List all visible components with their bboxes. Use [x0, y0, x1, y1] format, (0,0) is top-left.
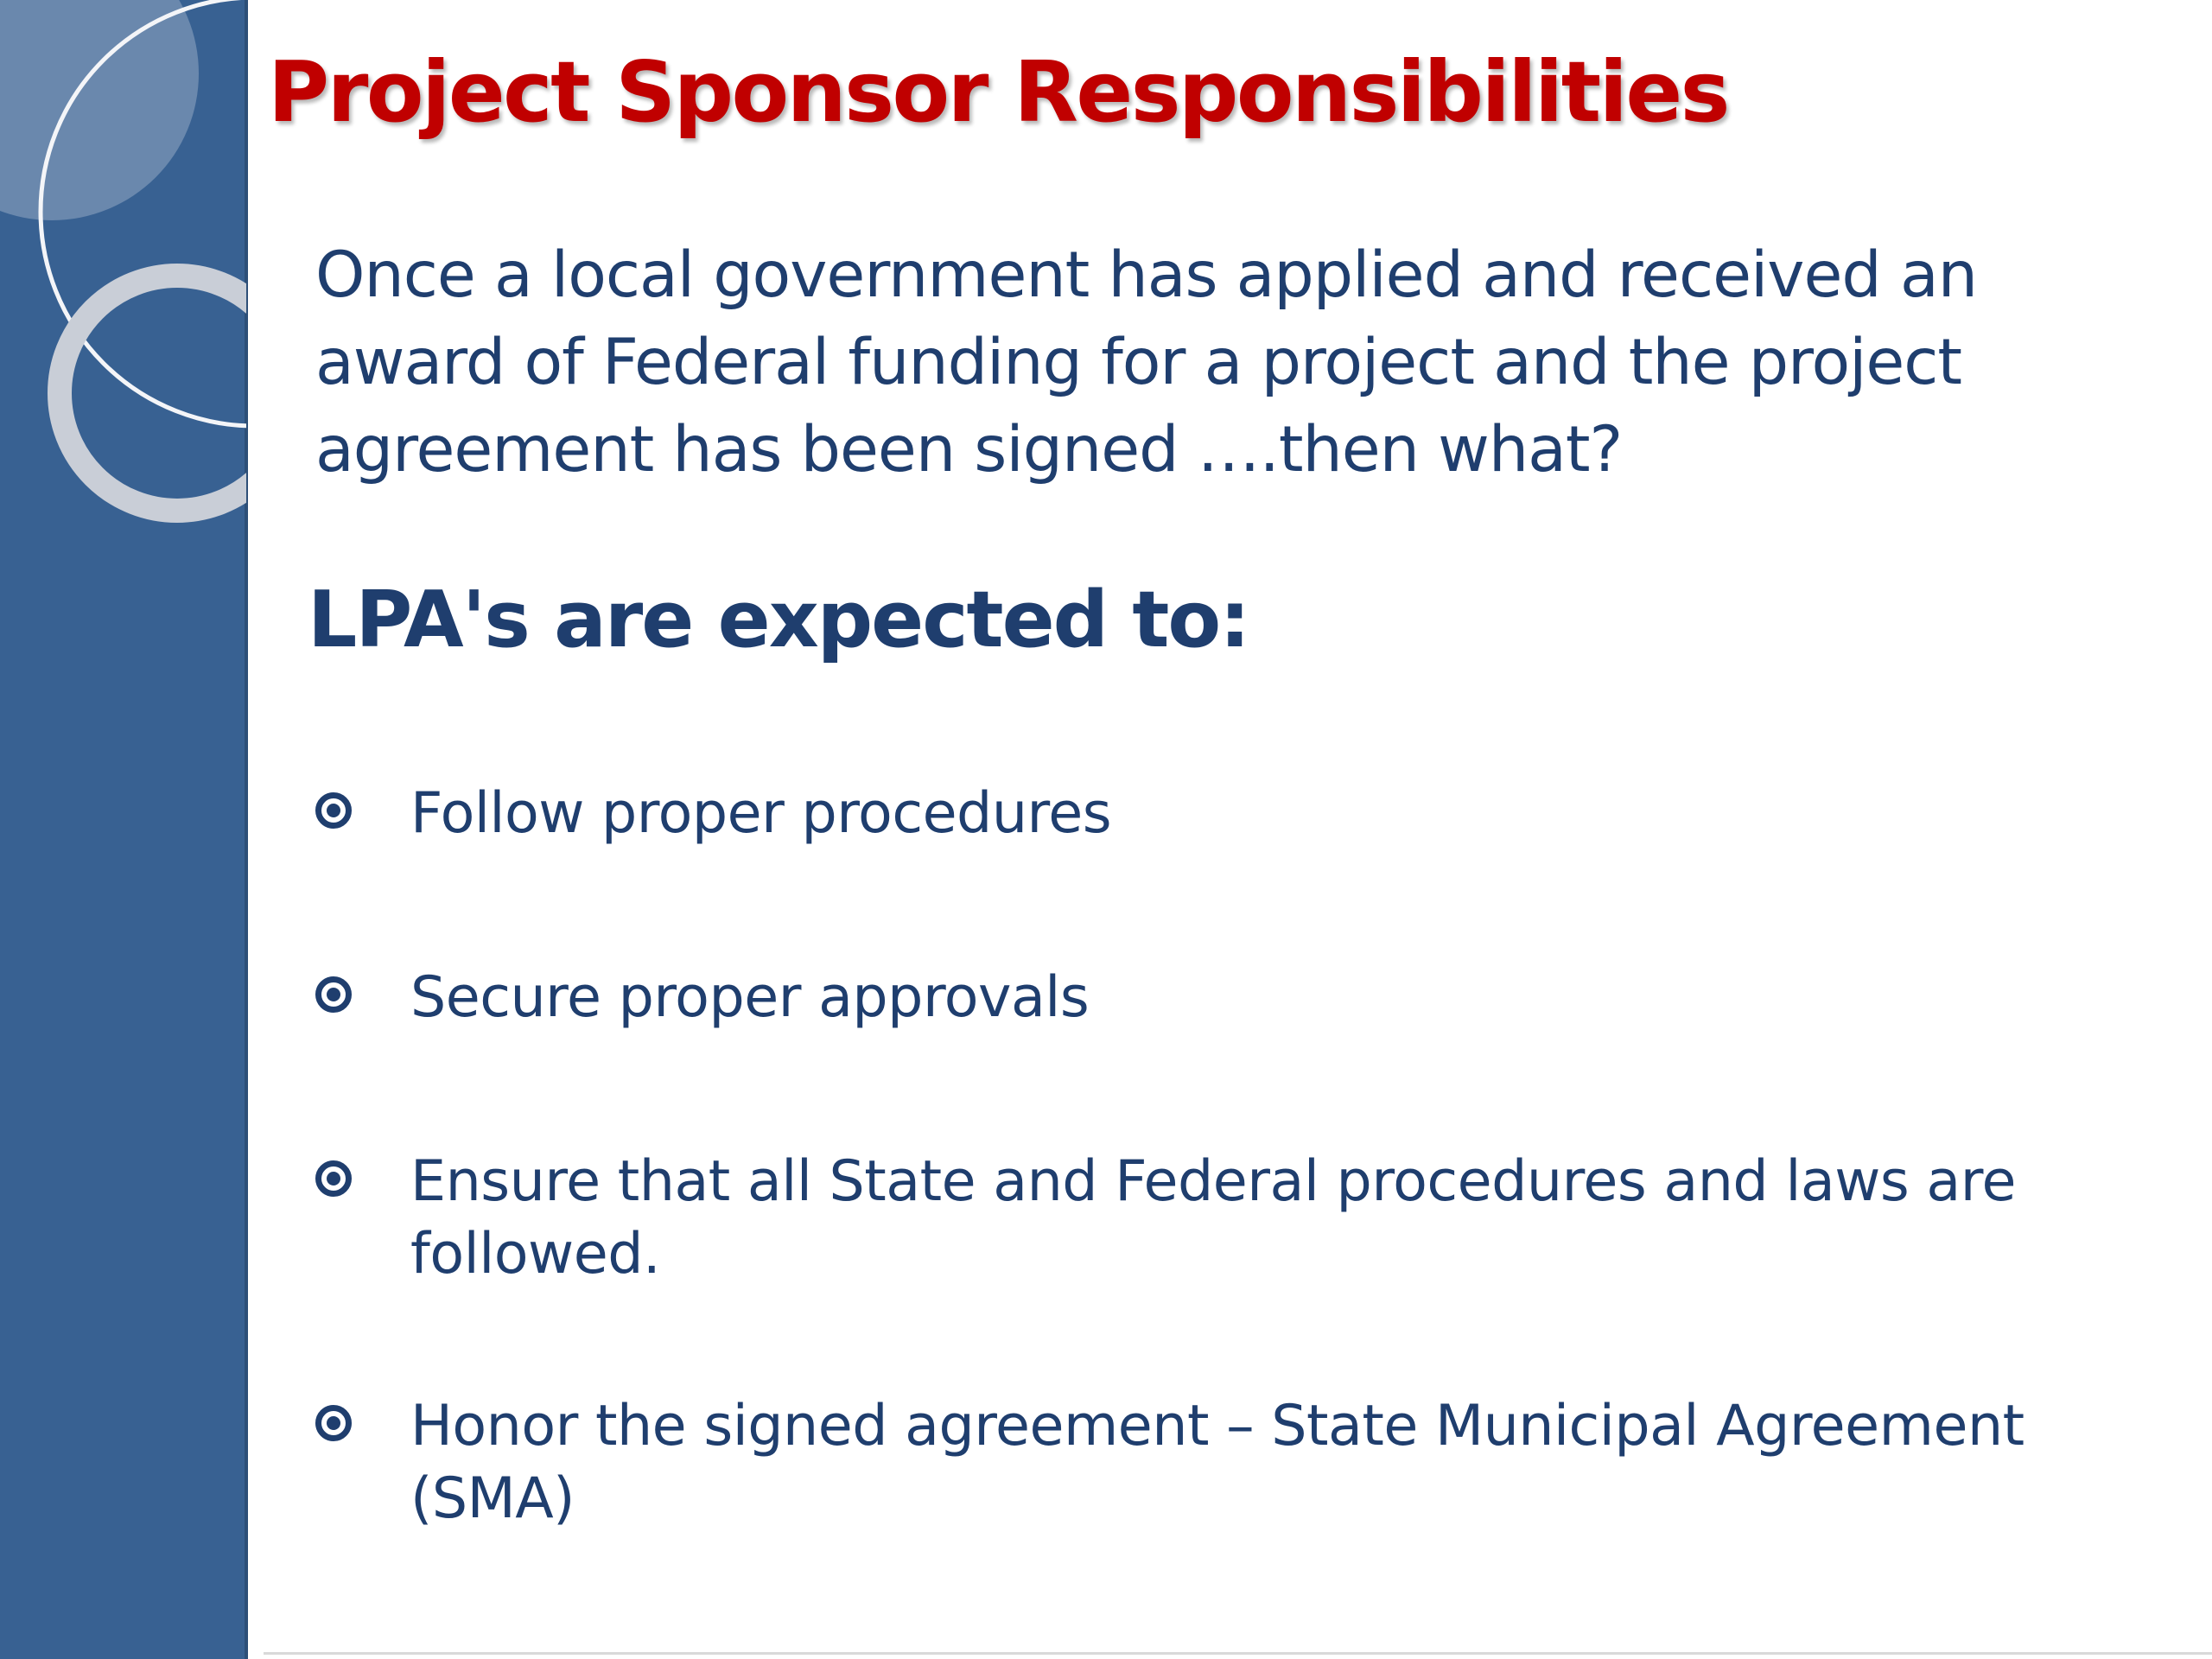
- section-heading: LPA's are expected to:: [308, 575, 1249, 665]
- bullet-text: Honor the signed agreement – State Municipal Agreement (SMA): [410, 1394, 2024, 1531]
- bullet-text: Secure proper approvals: [410, 965, 1090, 1030]
- bullet-item: [311, 778, 2108, 850]
- intro-paragraph: Once a local government has applied and received an award of Federal funding for a project and the project agreement has been signed ….then what?: [315, 238, 1977, 486]
- bullet-list: [311, 778, 2108, 1635]
- decorative-rings: [0, 0, 251, 553]
- decorative-disc: [0, 0, 199, 220]
- bullet-item: [311, 962, 2108, 1034]
- bullet-text: Follow proper procedures: [410, 781, 1112, 846]
- bottom-divider: [264, 1652, 2212, 1655]
- radio-bullet-icon: [315, 976, 352, 1013]
- decorative-ring-small: [60, 276, 251, 511]
- radio-bullet-icon: [315, 1160, 352, 1197]
- radio-bullet-icon: [315, 1405, 352, 1441]
- radio-bullet-icon: [315, 792, 352, 829]
- slide-title: Project Sponsor Responsibilities: [268, 43, 1728, 141]
- bullet-text: Ensure that all State and Federal procedures and laws are followed.: [410, 1149, 2017, 1287]
- bullet-item: [311, 1390, 2108, 1535]
- bullet-item: [311, 1146, 2108, 1291]
